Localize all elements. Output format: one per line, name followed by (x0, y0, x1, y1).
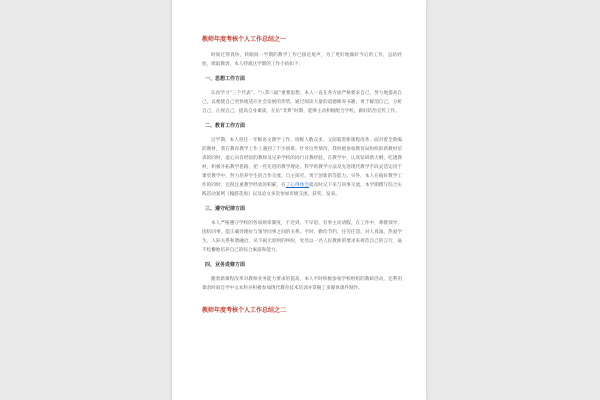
document-title-2: 教师年度考核个人工作总结之二 (202, 307, 287, 314)
document-title: 教师年度考核个人工作总结之一 (202, 36, 287, 43)
education-text-part1: 这学期，本人担任一年级语文教学工作，班级人数众多，又面临着新课程改革，面对着全新编的教材，我在教育教学工作上遇到了不少困难。针对这些情况，我积极参加教育局组织的新教材培训的同时，虚心向有经验的教师及兄弟学校的同行讨教经验。在教学中，认真钻研新大纲、吃透教材，积极开拓教学思路，把一些先进的教学理论、科学的教学方法及先进现代教学手段灵活运用于课堂教学中，努力培养学生的合作交流、自主探究、勇于创新的等能力。另外，本人在搞好教学工作的同时，还很注重教学经验的积累，有 (202, 138, 402, 188)
section-heading-discipline: 三、遵守纪律方面 (205, 206, 246, 212)
section-text-ideology: 认真学习“三个代表”、“八荣八耻”重要思想，本人一直在各方面严格要求自己，努力地提高自己，以便使自己更快地适应社会发展的形势。通过阅读大量的道德修养书籍，勇于解剖自己，分析自己，正视自己，提高自身素质，在抗“非典”时期，能够主动积极配合学校，做好防治宣传工作。 (202, 91, 402, 114)
section-text-discipline: 本人严格遵守学校的各项规章制度，不迟到、不早退、有事主动请假。在工作中，尊敬领导、团结同事，能正确处理好与领导同事之间的关系。平时，勤俭节约、任劳任怨、对人真诚、热爱学生、人际关系和谐融洽，从不闹无原则的纠纷，处处以一名人民教师的要求来规范自己的言行，毫不松懈地培养自己的综合素质和能力。 (202, 221, 402, 253)
education-text-part2: 就及时记下来与同事交流，本学期撰写综合实践活动案例《翰游花海》以及论文多次参加市级交流、获奖、发表。 (202, 183, 402, 197)
intro-paragraph: 时间过得真快，转眼间一学期的教学工作已接近尾声，为了更好地做好今后的工作，总结经验，吸取教训，本人特就这学期的工作小结如下： (202, 53, 402, 67)
document-content (202, 36, 402, 322)
section-heading-education: 二、教育工作方面 (205, 123, 246, 129)
section-text-study: 随着新课程改革对教师业务能力要求的提高，本人平时积极参加学校组织的教研活动，还利用课余时间自学中文本科并积极参加现代教育技术培训并掌握了多媒体课件制作。 (202, 277, 402, 291)
section-text-education (202, 136, 402, 199)
document-page (172, 0, 426, 400)
section-heading-study: 四、业务进修方面 (205, 262, 246, 268)
section-heading-ideology: 一、思想工作方面 (205, 76, 246, 82)
insight-link[interactable]: 了心得体会 (285, 183, 309, 188)
